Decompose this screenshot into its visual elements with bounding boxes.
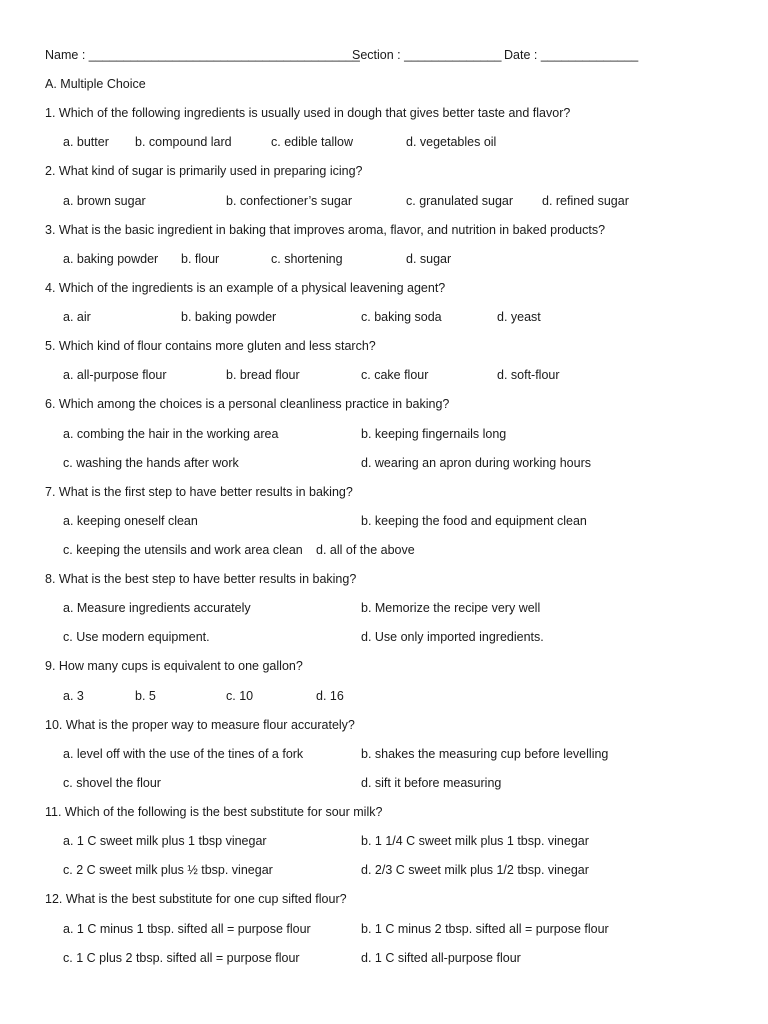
q9-option-c: c. 10 [226, 689, 254, 703]
q10-option-c: c. shovel the flour [63, 776, 161, 790]
q10-option-a: a. level off with the use of the tines of a fork [63, 747, 304, 761]
q1-option-b: b. compound lard [135, 135, 232, 149]
q3-option-a: a. baking powder [63, 252, 159, 266]
q12-option-d: d. 1 C sifted all-purpose flour [361, 951, 521, 965]
q10-option-d: d. sift it before measuring [361, 776, 502, 790]
q9-option-d: d. 16 [316, 689, 344, 703]
q2-option-a: a. brown sugar [63, 194, 146, 208]
q6-option-c: c. washing the hands after work [63, 456, 239, 470]
q3-option-c: c. shortening [271, 252, 343, 266]
q12-option-c: c. 1 C plus 2 tbsp. sifted all = purpose flour [63, 951, 300, 965]
q5-option-d: d. soft-flour [497, 368, 560, 382]
q1-option-c: c. edible tallow [271, 135, 353, 149]
question-1: 1. Which of the following ingredients is usually used in dough that gives better taste and flavor? [45, 106, 571, 120]
date-field: Date : ______________ [504, 48, 639, 62]
q4-option-c: c. baking soda [361, 310, 442, 324]
q1-option-a: a. butter [63, 135, 109, 149]
q11-option-d: d. 2/3 C sweet milk plus 1/2 tbsp. vinegar [361, 863, 589, 877]
question-9: 9. How many cups is equivalent to one gallon? [45, 659, 303, 673]
q3-option-b: b. flour [181, 252, 220, 266]
q12-option-a: a. 1 C minus 1 tbsp. sifted all = purpose flour [63, 922, 311, 936]
q5-option-b: b. bread flour [226, 368, 300, 382]
q8-option-a: a. Measure ingredients accurately [63, 601, 251, 615]
q7-option-b: b. keeping the food and equipment clean [361, 514, 587, 528]
q11-option-c: c. 2 C sweet milk plus ½ tbsp. vinegar [63, 863, 273, 877]
q9-option-b: b. 5 [135, 689, 156, 703]
q8-option-b: b. Memorize the recipe very well [361, 601, 541, 615]
q6-option-a: a. combing the hair in the working area [63, 427, 279, 441]
q7-option-c: c. keeping the utensils and work area clean [63, 543, 303, 557]
question-10: 10. What is the proper way to measure flour accurately? [45, 718, 355, 732]
question-5: 5. Which kind of flour contains more gluten and less starch? [45, 339, 376, 353]
part-title: A. Multiple Choice [45, 77, 146, 91]
section-field: Section : ______________ [352, 48, 502, 62]
q10-option-b: b. shakes the measuring cup before levelling [361, 747, 609, 761]
q9-option-a: a. 3 [63, 689, 84, 703]
q2-option-b: b. confectioner’s sugar [226, 194, 353, 208]
q7-option-a: a. keeping oneself clean [63, 514, 198, 528]
q2-option-c: c. granulated sugar [406, 194, 514, 208]
q11-option-a: a. 1 C sweet milk plus 1 tbsp vinegar [63, 834, 267, 848]
q4-option-d: d. yeast [497, 310, 541, 324]
q11-option-b: b. 1 1/4 C sweet milk plus 1 tbsp. vinegar [361, 834, 589, 848]
question-11: 11. Which of the following is the best substitute for sour milk? [45, 805, 383, 819]
question-4: 4. Which of the ingredients is an example of a physical leavening agent? [45, 281, 446, 295]
question-6: 6. Which among the choices is a personal cleanliness practice in baking? [45, 397, 450, 411]
q8-option-c: c. Use modern equipment. [63, 630, 210, 644]
q1-option-d: d. vegetables oil [406, 135, 497, 149]
question-12: 12. What is the best substitute for one cup sifted flour? [45, 892, 347, 906]
question-3: 3. What is the basic ingredient in baking that improves aroma, flavor, and nutrition in baked products? [45, 223, 606, 237]
q8-option-d: d. Use only imported ingredients. [361, 630, 544, 644]
q6-option-b: b. keeping fingernails long [361, 427, 507, 441]
q12-option-b: b. 1 C minus 2 tbsp. sifted all = purpose flour [361, 922, 609, 936]
question-2: 2. What kind of sugar is primarily used in preparing icing? [45, 164, 363, 178]
q2-option-d: d. refined sugar [542, 194, 629, 208]
question-8: 8. What is the best step to have better results in baking? [45, 572, 357, 586]
q4-option-a: a. air [63, 310, 91, 324]
q7-option-d: d. all of the above [316, 543, 415, 557]
question-7: 7. What is the first step to have better results in baking? [45, 485, 353, 499]
name-field: Name : _______________________________________ [45, 48, 360, 62]
q3-option-d: d. sugar [406, 252, 452, 266]
q6-option-d: d. wearing an apron during working hours [361, 456, 591, 470]
q5-option-c: c. cake flour [361, 368, 429, 382]
q5-option-a: a. all-purpose flour [63, 368, 167, 382]
q4-option-b: b. baking powder [181, 310, 277, 324]
